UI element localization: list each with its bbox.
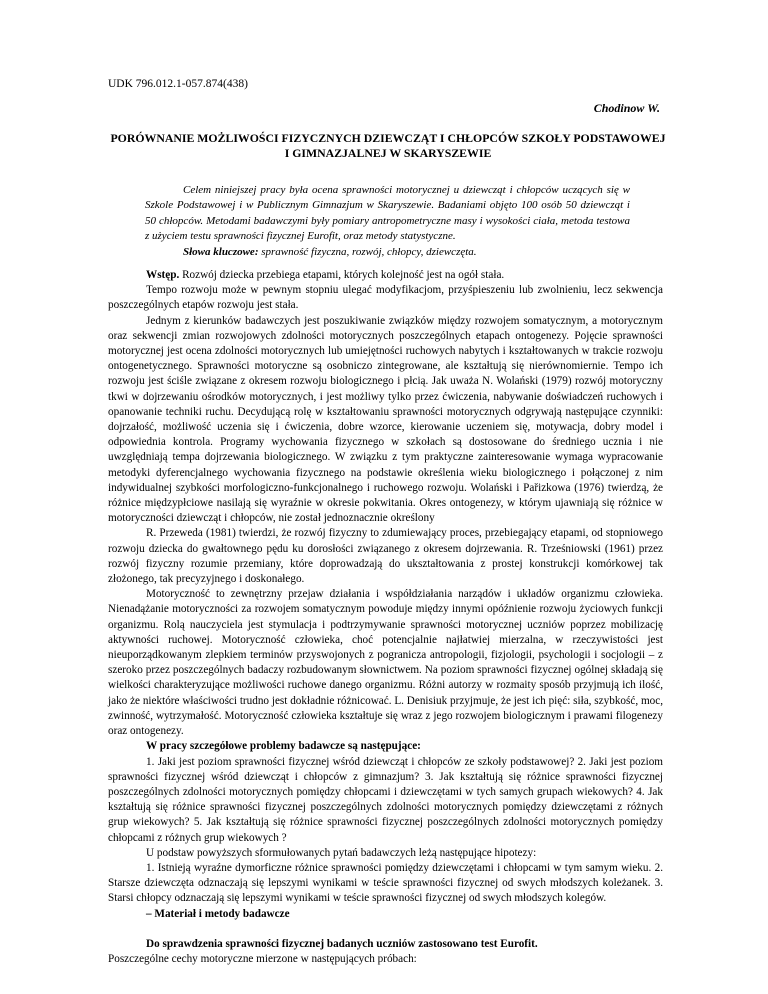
section-heading: – Materiał i metody badawcze xyxy=(146,907,290,920)
keywords-line xyxy=(145,245,630,260)
intro-label: Wstęp. xyxy=(146,269,180,281)
paragraph: R. Przeweda (1981) twierdzi, że rozwój fizyczny to zdumiewający proces, przebiegający etapami, od stopniowego rozwoju dziecka do gwałtownego pędu ku dorosłości związanego z okresem dojrzewania. R. Trześniowski (1961) przez rozwój fizyczny rozumie przemiany, które doprowadzają do ukształtowania z prostej konstrukcji komórkowej tak złożonego, tak precyzyjnego i doskonałego. xyxy=(108,527,663,586)
paragraph: Poszczególne cechy motoryczne mierzone w następujących próbach: xyxy=(108,952,417,965)
paper-title: PORÓWNANIE MOŻLIWOŚCI FIZYCZNYCH DZIEWCZĄT I CHŁOPCÓW SZKOŁY PODSTAWOWEJ I GIMNAZJALNEJ W SKARYSZEWIE xyxy=(110,131,666,160)
body-text xyxy=(108,268,663,967)
udk-code: UDK 796.012.1-057.874(438) xyxy=(108,78,248,90)
author-name: Chodinow W. xyxy=(593,101,660,115)
intro-paragraph xyxy=(108,268,663,283)
eurofit-heading: Do sprawdzenia sprawności fizycznej badanych uczniów zastosowano test Eurofit. xyxy=(146,937,538,950)
paragraph: Motoryczność to zewnętrzny przejaw działania i współdziałania narządów i układów organizmu człowieka. Nienadążanie motoryczności za rozwojem somatycznym powoduje między innymi opóźnienie rozwoju życiowych funkcji organizmu. Rolą nauczyciela jest stymulacja i podtrzymywanie sprawności motorycznej uczniów poprzez mobilizację aktywności ruchowej. Motoryczność człowieka, choć potencjalnie najłatwiej mierzalna, w rzeczywistości jest nieuporządkowanym zlepkiem terminów przyswojonych z pogranicza antropologii, fizjologii, psychologii i socjologii – z szeroko przez poszczególnych badaczy rozbudowanym słownictwem. Na poziom sprawności fizycznej ogólnej składają się wielkości charakteryzujące możliwości ruchowe danego organizmu. Różni autorzy w rozmaity sposób przyjmują ich ilość, jako że niektóre właściwości trudno jest dokładnie różnicować. L. Denisiuk przyjmuje, że jest ich pięć: siła, szybkość, moc, zwinność, wytrzymałość. Motoryczność człowieka kształtuje się wraz z jego rozwojem biologicznym i prawami filogenezy oraz ontogenezy. xyxy=(108,588,663,738)
keywords-label: Słowa kluczowe: xyxy=(183,245,259,258)
paragraph: Tempo rozwoju może w pewnym stopniu ulegać modyfikacjom, przyśpieszeniu lub zwolnieniu, lecz sekwencja poszczególnych etapów rozwoju jest stała. xyxy=(108,284,663,312)
abstract-text: Celem niniejszej pracy była ocena sprawności motorycznej u dziewcząt i chłopców uczących się w Szkole Podstawowej i w Publicznym Gimnazjum w Skaryszewie. Badaniami objęto 100 osób 50 dziewcząt i 50 chłopców. Metodami badawczymi były pomiary antropometryczne masy i wysokości ciała, metoda testowa z użyciem testu sprawności fizycznej Eurofit, oraz metody statystyczne. xyxy=(145,184,630,243)
keywords-text: sprawność fizyczna, rozwój, chłopcy, dziewczęta. xyxy=(261,245,477,258)
intro-text: Rozwój dziecka przebiega etapami, których kolejność jest na ogół stała. xyxy=(182,269,505,281)
paragraph: 1. Jaki jest poziom sprawności fizycznej wśród dziewcząt i chłopców ze szkoły podstawowej? 2. Jaki jest poziom sprawności fizycznej wśród dziewcząt i chłopców z gimnazjum? 3. Jak kształtują się różnice sprawności fizycznej poszczególnych zdolności motorycznych pomiędzy chłopcami i dziewczętami w tych samych grupach wiekowych? 4. Jak kształtują się różnice sprawności fizycznej poszczególnych zdolności motorycznych pomiędzy dziewczętami z różnych grup wiekowych? 5. Jak kształtują się różnice sprawności fizycznej poszczególnych zdolności motorycznych pomiędzy chłopcami z różnych grup wiekowych ? xyxy=(108,755,663,844)
paragraph: U podstaw powyższych sformułowanych pytań badawczych leżą następujące hipotezy: xyxy=(146,846,537,859)
paragraph: Jednym z kierunków badawczych jest poszukiwanie związków między rozwojem somatycznym, a motorycznym oraz sekwencji zmian rozwojowych zdolności motorycznych poszczególnych etapach ontogenezy. Pojęcie sprawności motorycznej jest ocena zdolności motorycznych lub umiejętności ruchowych nabytych i kształtowanych w trakcie rozwoju ontogenetycznego. Sprawności motoryczne są osobniczo zintegrowane, ale kształtują się nierównomiernie. Tempo ich rozwoju jest ściśle związane z okresem rozwoju biologicznego i płcią. Jak uważa N. Wolański (1979) rozwój motoryczny tkwi w dojrzewaniu ośrodków motorycznych, i jest możliwy tylko przez ćwiczenia, nabywanie doświadczeń ruchowych i opanowanie techniki ruchu. Decydującą rolę w kształtowaniu sprawności motorycznych odgrywają następujące czynniki: dojrzałość, możliwość uczenia się i ćwiczenia, dobre wzorce, kierowanie uczeniem się, motywacja, dobry model i odpowiednia kontrola. Programy wychowania fizycznego w szkołach są dostosowane do średniego ucznia i nie uwzględniają tempa dojrzewania biologicznego. W związku z tym praktyczne zainteresowanie wymaga wypracowanie metodyki dyferencjalnego wychowania fizycznego na podstawie określenia wieku biologicznego i połączonej z nim indywidualnej szybkości morfologiczno-funkcjonalnego i ruchowego rozwoju. Wolański i Pařizkowa (1976) twierdzą, że różnice międzypłciowe nasilają się wyraźnie w okresie pokwitania. Okres ontogenezy, w którym ujawniają się różnice w motoryczności dziewcząt i chłopców, nie został jednoznacznie określony xyxy=(108,314,663,525)
paragraph: 1. Istnieją wyraźne dymorficzne różnice sprawności pomiędzy dziewczętami i chłopcami w tym samym wieku. 2. Starsze dziewczęta odznaczają się lepszymi wynikami w teście sprawności fizycznej od swych młodszych koleżanek. 3. Starsi chłopcy odznaczają się lepszymi wynikami w teście sprawności fizycznej od swych młodszych kolegów. xyxy=(108,861,663,905)
problems-heading: W pracy szczegółowe problemy badawcze są następujące: xyxy=(146,740,421,753)
abstract xyxy=(145,183,630,260)
